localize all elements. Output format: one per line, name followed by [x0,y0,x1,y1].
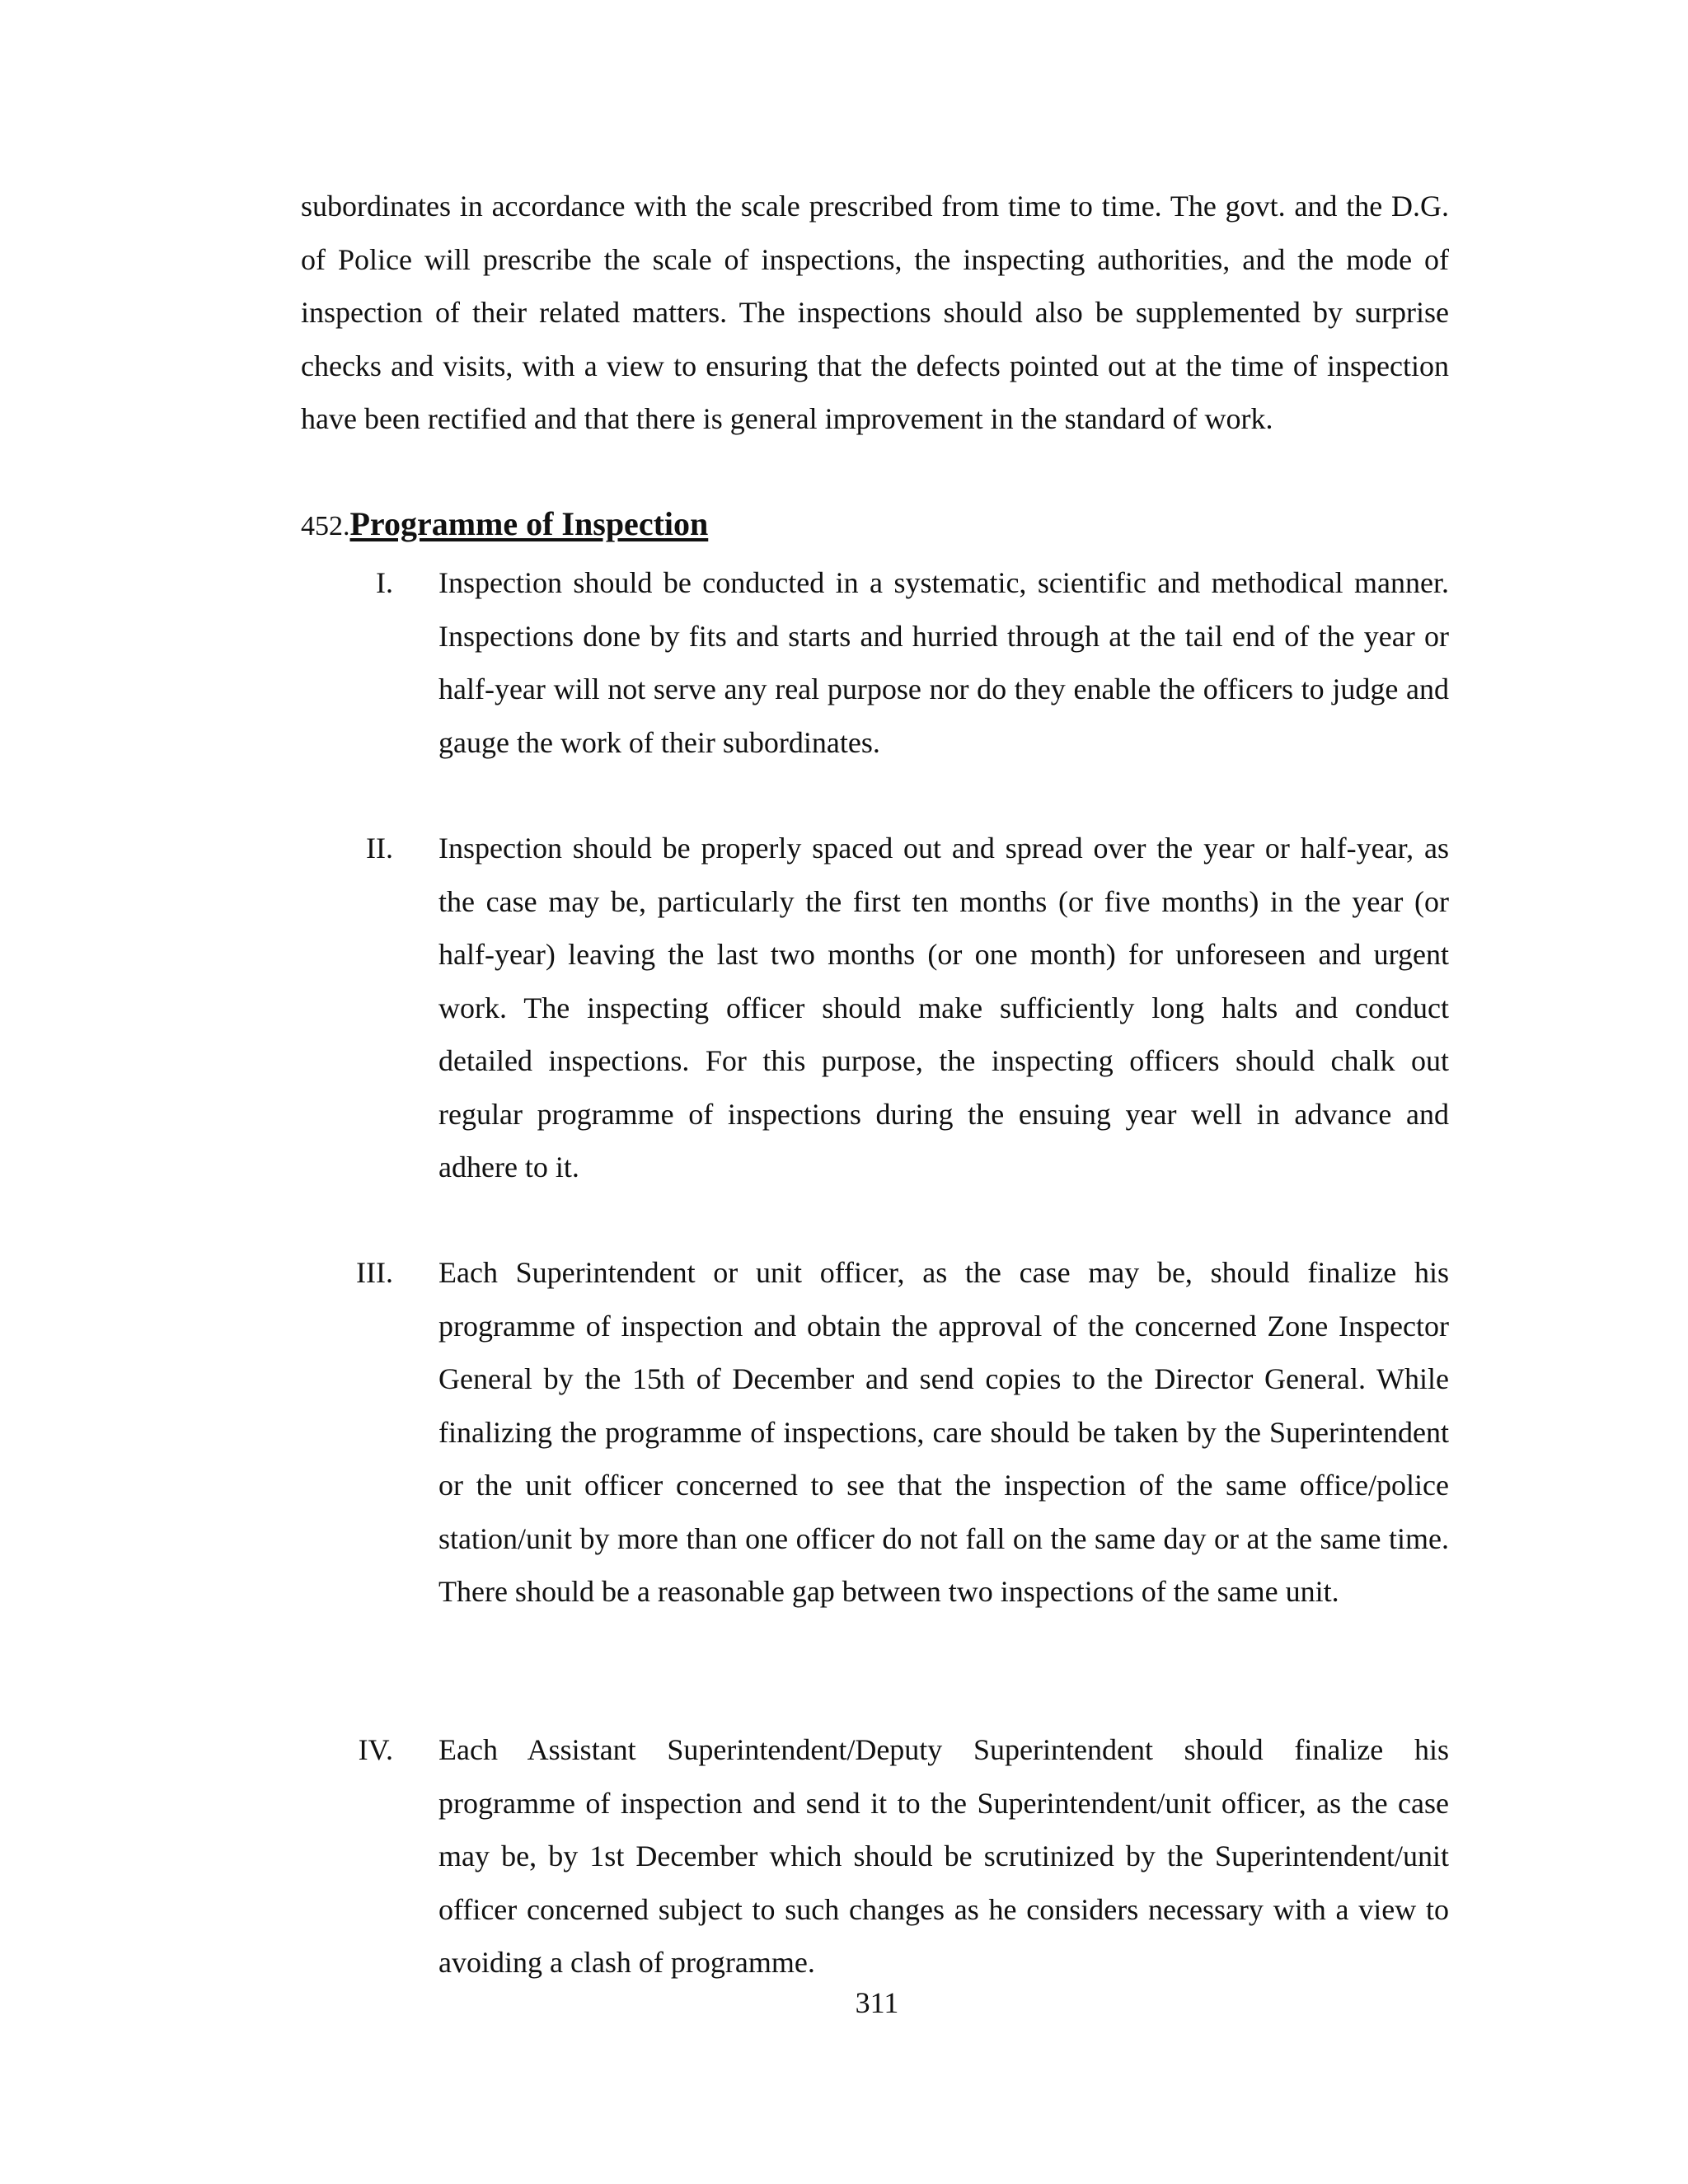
list-item-text: Inspection should be conducted in a systematic, scientific and methodical manner. Inspections done by fits and starts and hurried through at the tail end of the year or half-year will not serve any real purpose nor do they enable the officers to judge and gauge the work of their subordinates. [438,566,1449,759]
section-title: Programme of Inspection [349,505,709,542]
section-number: 452. [301,511,350,541]
list-item-text: Each Assistant Superintendent/Deputy Superintendent should finalize his programme of inspection and send it to the Superintendent/unit officer, as the case may be, by 1st December which should be scrutinized by the Superintendent/unit officer concerned subject to such changes as he considers necessary with a view to avoiding a clash of programme. [438,1733,1449,1979]
list-item-numeral: II. [366,832,393,865]
list-item-text: Inspection should be properly spaced out and spread over the year or half-year, as the case may be, particularly the first ten months (or five months) in the year (or half-year) leaving the last two months (or one month) for unforeseen and urgent work. The inspecting officer should make sufficiently long halts and conduct detailed inspections. For this purpose, the inspecting officers should chalk out regular programme of inspections during the ensuing year well in advance and adhere to it. [438,832,1449,1183]
list-item-numeral: III. [356,1256,393,1289]
intro-paragraph: subordinates in accordance with the scale prescribed from time to time. The govt. and the D.G. of Police will prescribe the scale of inspections, the inspecting authorities, and the mode of inspection of their related matters. The inspections should also be supplemented by surprise checks and visits, with a view to ensuring that the defects pointed out at the time of inspection have been rectified and that there is general improvement in the standard of work. [301,190,1449,435]
list-item-numeral: IV. [358,1733,393,1766]
section-heading [301,501,708,550]
list-item-numeral: I. [376,566,393,599]
list-item-text: Each Superintendent or unit officer, as the case may be, should finalize his programme of inspection and obtain the approval of the concerned Zone Inspector General by the 15th of December and send copies to the Director General. While finalizing the programme of inspections, care should be taken by the Superintendent or the unit officer concerned to see that the inspection of the same office/police station/unit by more than one officer do not fall on the same day or at the same time. There should be a reasonable gap between two inspections of the same unit. [438,1256,1449,1608]
page-number: 311 [855,1986,899,2019]
